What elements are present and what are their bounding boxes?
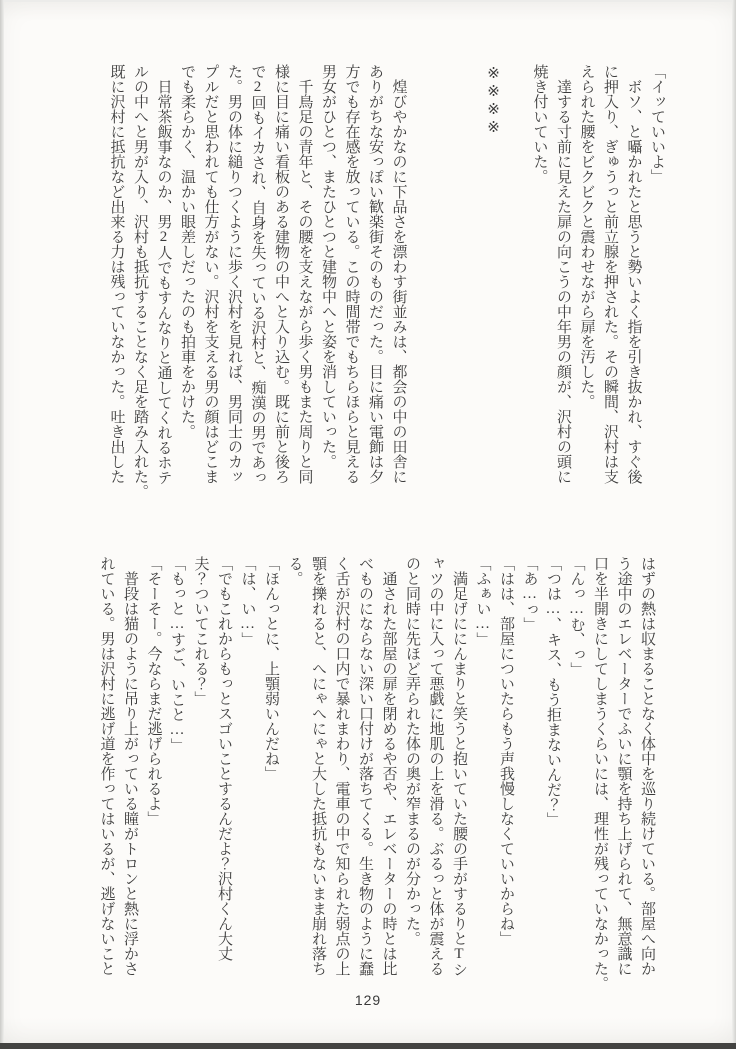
text-column — [410, 64, 434, 518]
text-column: 焼き付いていた。 — [531, 64, 548, 184]
text-column: う途中のエレベーターでふいに顎を持ち上げられて、無意識に — [615, 556, 632, 976]
text-column: 「そーそー。今ならまだ逃げられるよ」 — [145, 556, 162, 826]
text-column: ※※※※ — [484, 64, 501, 136]
text-column — [504, 64, 528, 518]
text-column: のと同時に先ほど弄られた体の奥が窄まるのが分かった。 — [404, 556, 420, 946]
text-column: 「でもこれからもっとスゴいことするんだよ？沢村くん大丈 — [216, 556, 232, 961]
text-column: る。 — [286, 556, 303, 586]
scan-edge-bottom — [0, 1043, 736, 1049]
text-column: ボソ、と囁かれたと思うと勢いよく指を引き抜かれ、すぐ後 — [625, 64, 642, 484]
text-column: ルの中へと男が入り、沢村も抵抗することなく足を踏み入れた。 — [132, 64, 148, 499]
text-column: 男女がひとつ、またひとつと建物中へと姿を消していった。 — [320, 64, 336, 469]
text-column: 「んっ…む、っ」 — [568, 556, 585, 677]
text-column: 口を半開きにしてしまうくらいには、理性が残っていなかった。 — [592, 556, 608, 991]
text-column: 「もっと…すご、いこと…」 — [169, 556, 185, 753]
text-column: えられた腰をビクビクと震わせながら扉を汚した。 — [578, 64, 595, 409]
text-column: 「は、い…」 — [239, 556, 256, 647]
text-column: 達する寸前に見えた扉の向こうの中年男の顔が、沢村の頭に — [555, 64, 571, 484]
text-column: 方でも存在感を放っている。この時間帯でもちらほらと見える — [343, 64, 360, 484]
scan-edge-left — [0, 0, 4, 1049]
text-column: れている。男は沢村に逃げ道を作ってはいるが、逃げないこと — [98, 556, 115, 976]
text-column: 普段は猫のように吊り上がっている瞳がトロンと熱に浮かさ — [122, 556, 138, 976]
text-column: 「ふぁい…」 — [474, 556, 491, 647]
page-number: 129 — [354, 992, 382, 1008]
scan-edge-top — [0, 0, 736, 2]
text-column: 「ほんっとに、上顎弱いんだね」 — [263, 556, 279, 781]
text-column: 通された部屋の扉を閉めるや否や、エレベーターの時とは比 — [380, 556, 397, 976]
text-column: べものにならない深い口付けが落ちてくる。生き物のように蠢 — [357, 556, 373, 976]
text-column: ありがちな安っぽい歓楽街そのものだった。目に痛い電飾は夕 — [367, 64, 383, 484]
text-column: 夫？ついてこれる？」 — [192, 556, 209, 706]
text-column: 「はは、部屋についたらもう声我慢しなくていいからね」 — [498, 556, 514, 946]
scan-edge-right — [732, 0, 736, 1049]
text-column: 既に沢村に抵抗など出来る力は残っていなかった。吐き出した — [108, 64, 125, 484]
text-column: でも柔らかく、温かい眼差しだったのも拍車をかけた。 — [179, 64, 195, 439]
text-column: 満足げににんまりと笑うと抱いていた腰の手がするりとTシ — [451, 556, 467, 977]
bottom-text-block — [94, 556, 658, 994]
text-column: 「あ…っ」 — [521, 556, 538, 632]
text-column: く舌が沢村の口内で暴れまわり、電車の中で知られた弱点の上 — [333, 556, 350, 976]
top-text-block — [104, 64, 668, 518]
text-column: に押入り、ぎゅうっと前立腺を押された。その瞬間、沢村は支 — [602, 64, 618, 484]
text-column: 千鳥足の青年と、その腰を支えながら歩く男もまた周りと同 — [296, 64, 313, 484]
text-column: 「つは…、キス、もう拒まないんだ？」 — [545, 556, 561, 827]
text-column: 日常茶飯事なのか、男2人でもすんなりと通してくれるホテ — [155, 64, 172, 485]
text-column — [457, 64, 481, 518]
text-column — [433, 64, 457, 518]
text-column: はずの熱は収まることなく体中を巡り続けている。部屋へ向か — [639, 556, 655, 976]
text-column: 様に目に痛い看板のある建物の中へと入り込む。既に前と後ろ — [273, 64, 289, 484]
text-column: ャツの中に入って悪戯に地肌の上を滑る。ぶるっと体が震える — [427, 556, 444, 976]
text-column: 顎を擽れると、へにゃへにゃと大した抵抗もないまま崩れ落ち — [310, 556, 326, 976]
text-column: 「イッていいよ」 — [649, 64, 665, 184]
text-column: で2回もイカされ、自身を失っている沢村と、痴漢の男であっ — [249, 64, 266, 485]
text-column: プルだと思われても仕方がない。沢村を支える男の顔はどこま — [202, 64, 219, 484]
text-column: 煌びやかなのに下品さを漂わす街並みは、都会の中の田舎に — [390, 64, 407, 484]
text-column: た。男の体に縋りつくように歩く沢村を見れば、男同士のカッ — [226, 64, 242, 484]
